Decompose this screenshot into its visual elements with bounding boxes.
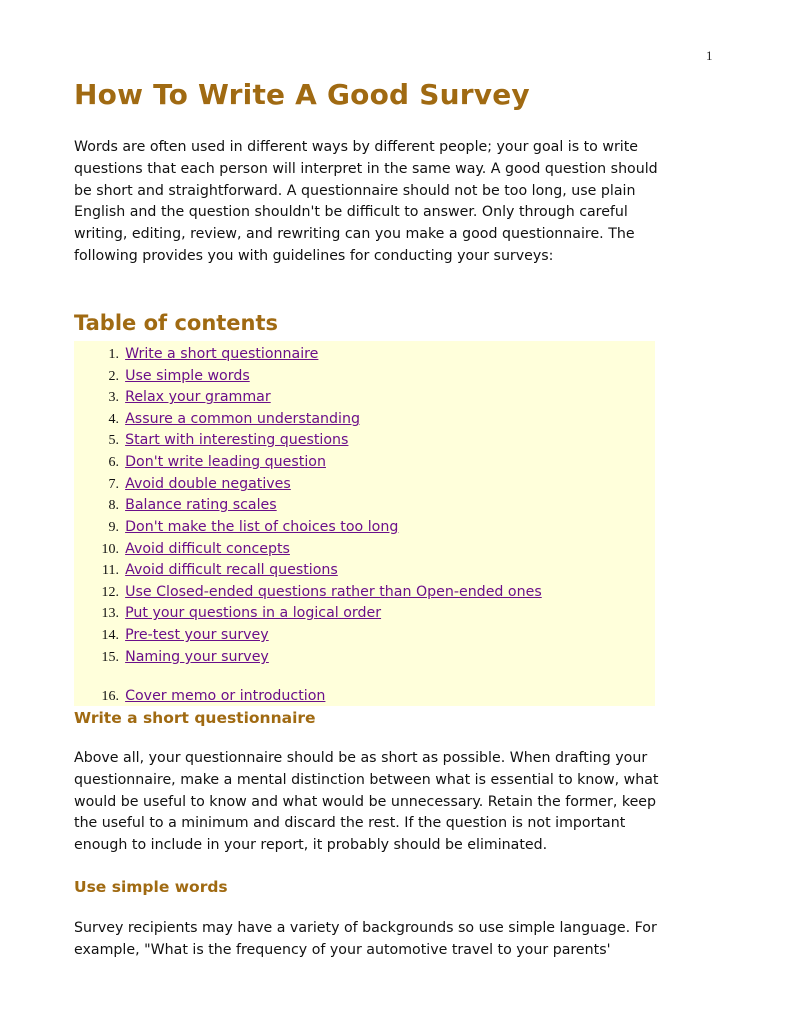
toc-item	[74, 342, 318, 364]
toc-number: 16.	[101, 689, 119, 704]
toc-number: 9.	[108, 520, 119, 535]
toc-number: 8.	[108, 498, 119, 513]
toc-item	[74, 428, 348, 450]
toc-number: 15.	[101, 650, 119, 665]
toc-number: 10.	[101, 542, 119, 557]
toc-number: 1.	[108, 347, 119, 362]
toc-link-double-negatives[interactable]: Avoid double negatives	[125, 476, 291, 492]
toc-heading: Table of contents	[74, 311, 279, 335]
section-body-short-questionnaire: Above all, your questionnaire should be as short as possible. When drafting your questionnaire, make a mental distinction between what is essential to know, what would be useful to know and what would be unnecessary. Retain the former, keep the useful to a minimum and discard the rest. If the question is not important enough to include in your report, it probably should be eliminated.	[74, 750, 659, 854]
toc-link-rating-scales[interactable]: Balance rating scales	[125, 497, 277, 513]
toc-number: 11.	[102, 563, 119, 578]
toc-number: 7.	[108, 477, 119, 492]
toc-item	[74, 493, 277, 515]
toc-item	[74, 515, 398, 537]
toc-item	[74, 537, 290, 559]
page-title: How To Write A Good Survey	[74, 78, 530, 111]
toc-box	[74, 341, 655, 706]
toc-link-cover-memo[interactable]: Cover memo or introduction	[125, 688, 326, 704]
toc-link-common-understanding[interactable]: Assure a common understanding	[125, 411, 360, 427]
toc-number: 5.	[108, 433, 119, 448]
toc-link-relax-grammar[interactable]: Relax your grammar	[125, 389, 271, 405]
toc-link-closed-ended[interactable]: Use Closed-ended questions rather than Open-ended ones	[125, 584, 542, 600]
toc-number: 3.	[108, 390, 119, 405]
toc-item	[74, 558, 338, 580]
toc-item	[74, 472, 291, 494]
toc-number: 14.	[101, 628, 119, 643]
toc-number: 4.	[108, 412, 119, 427]
toc-item	[74, 407, 360, 429]
toc-link-pre-test[interactable]: Pre-test your survey	[125, 627, 269, 643]
intro-paragraph: Words are often used in different ways by different people; your goal is to write questions that each person will interpret in the same way. A good question should be short and straightforward. A questionnaire should not be too long, use plain English and the question shouldn't be difficult to answer. Only through careful writing, editing, review, and rewriting can you make a good questionnaire. The following provides you with guidelines for conducting your surveys:	[74, 139, 658, 264]
toc-item	[74, 645, 269, 667]
toc-number: 2.	[108, 369, 119, 384]
toc-item	[74, 364, 250, 386]
section-heading-simple-words: Use simple words	[74, 878, 228, 896]
toc-link-difficult-concepts[interactable]: Avoid difficult concepts	[125, 541, 290, 557]
toc-item	[74, 450, 326, 472]
toc-link-list-of-choices[interactable]: Don't make the list of choices too long	[125, 519, 399, 535]
toc-link-write-short-questionnaire[interactable]: Write a short questionnaire	[125, 346, 319, 362]
page-number: 1	[706, 48, 713, 63]
toc-link-leading-question[interactable]: Don't write leading question	[125, 454, 326, 470]
toc-link-naming-survey[interactable]: Naming your survey	[125, 649, 269, 665]
toc-link-recall-questions[interactable]: Avoid difficult recall questions	[125, 562, 338, 578]
toc-link-use-simple-words[interactable]: Use simple words	[125, 368, 250, 384]
section-heading-short-questionnaire: Write a short questionnaire	[74, 709, 316, 727]
toc-item	[74, 580, 542, 602]
toc-link-interesting-questions[interactable]: Start with interesting questions	[125, 432, 349, 448]
section-body-simple-words: Survey recipients may have a variety of backgrounds so use simple language. For example, "What is the frequency of your automotive travel to your parents'	[74, 920, 657, 958]
toc-link-logical-order[interactable]: Put your questions in a logical order	[125, 605, 382, 621]
toc-item	[74, 385, 271, 407]
toc-item	[74, 623, 269, 645]
toc-item	[74, 601, 381, 623]
toc-item	[74, 684, 325, 706]
toc-number: 13.	[101, 606, 119, 621]
toc-number: 12.	[101, 585, 119, 600]
toc-number: 6.	[108, 455, 119, 470]
